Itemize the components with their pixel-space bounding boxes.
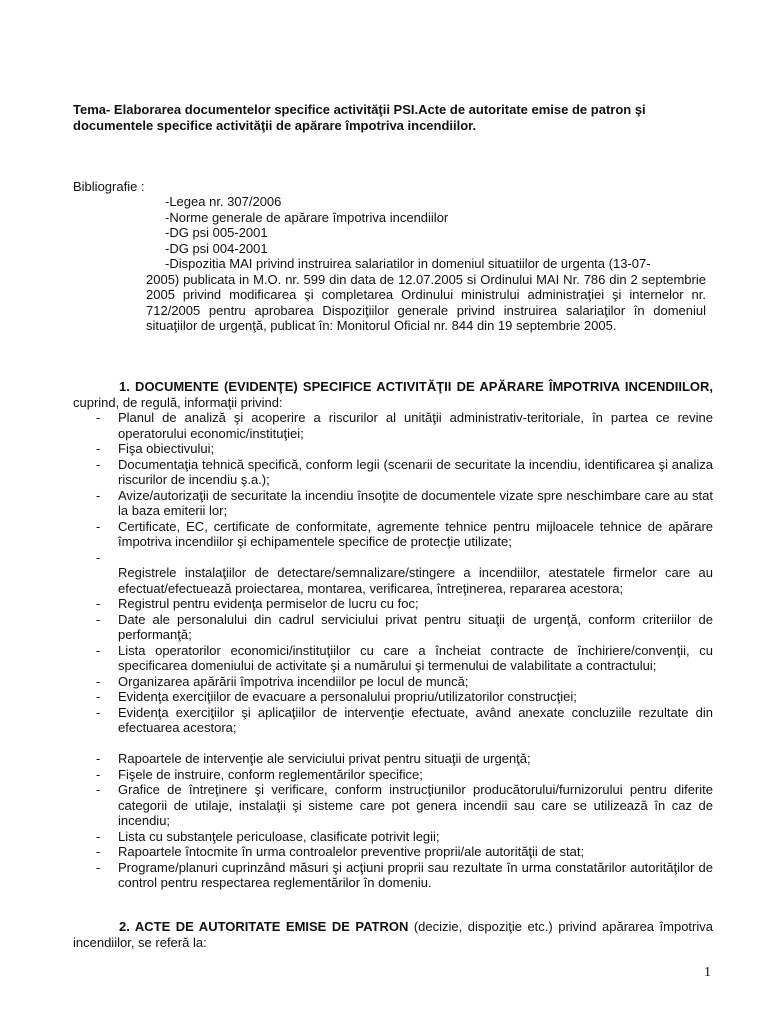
list-item xyxy=(73,751,713,767)
list-item-text: Evidenţa exerciţiilor de evacuare a personalului propriu/utilizatorilor construcţiei; xyxy=(118,689,577,704)
list-item xyxy=(73,643,713,674)
list-item xyxy=(73,829,713,845)
dash-bullet: - xyxy=(96,410,101,425)
dash-bullet: - xyxy=(96,673,101,689)
section-1-list-continued xyxy=(73,751,713,891)
dash-bullet: - xyxy=(96,549,101,565)
dash-bullet: - xyxy=(96,704,101,720)
list-item-text: Lista cu substanţele periculoase, clasificate potrivit legii; xyxy=(118,828,440,844)
dash-bullet: - xyxy=(96,844,101,859)
dash-bullet: - xyxy=(96,518,101,534)
list-item xyxy=(73,410,713,441)
bibliography-item: -DG psi 005-2001 xyxy=(165,225,268,240)
dash-bullet: - xyxy=(96,642,101,658)
list-item-text: Certificate, EC, certificate de conformitate, agremente tehnice pentru mijloacele tehnice de apărare împotriva incendiilor şi echipamentele specifice de protecţie utilizate; xyxy=(118,518,713,549)
list-item-text: Grafice de întreţinere şi verificare, conform instrucţiunilor producătorului/furnizorului pentru diferite categorii de utilaje, instalaţii şi sisteme care pot genera incendii sau care se utilizează în caz de incendiu; xyxy=(118,782,713,828)
section-1-heading-bold: 1. DOCUMENTE (EVIDENŢE) SPECIFICE ACTIVITĂŢII DE APĂRARE ÎMPOTRIVA INCENDIILOR, xyxy=(119,379,713,394)
dash-bullet: - xyxy=(96,828,101,844)
list-item-text: Planul de analiză şi acoperire a riscurilor al unităţii administrativ-teritoriale, în partea ce revine operatorului economic/instituţiei; xyxy=(118,410,713,441)
page-number: 1 xyxy=(704,965,711,980)
section-1 xyxy=(73,379,713,891)
section-2-heading-bold: 2. ACTE DE AUTORITATE EMISE DE PATRON xyxy=(119,919,409,934)
section-2-heading-rest: (decizie, dispoziţie etc.) privind apărarea împotriva incendiilor, se referă la: xyxy=(73,919,713,950)
bibliography-item: -Legea nr. 307/2006 xyxy=(165,194,282,209)
bibliography-item-long-continuation: 2005) publicata in M.O. nr. 599 din data de 12.07.2005 si Ordinului MAI Nr. 786 din 2 septembrie 2005 privind modificarea şi completarea Ordinului ministrului administraţiei şi internelor nr. 712/2005 pentru aprobarea Dispoziţiilor generale privind instruirea salariaţilor în domeniul situaţiilor de urgenţă, publicat în: Monitorul Oficial nr. 844 din 19 septembrie 2005. xyxy=(146,271,706,333)
list-item xyxy=(73,565,713,596)
blank-line xyxy=(73,736,713,752)
list-item xyxy=(73,457,713,488)
list-item xyxy=(73,488,713,519)
list-item-text: Programe/planuri cuprinzând măsuri şi acţiuni proprii sau rezultate în urma constatărilor autorităţilor de control pentru respectarea reglementărilor în domeniu. xyxy=(118,859,713,890)
dash-bullet: - xyxy=(96,766,101,782)
section-2-heading xyxy=(73,919,713,950)
list-item xyxy=(73,782,713,829)
dash-bullet: - xyxy=(96,487,101,503)
section-1-list xyxy=(73,410,713,736)
bibliography-label: Bibliografie : xyxy=(73,179,145,194)
list-item-text: Fişa obiectivului; xyxy=(118,441,215,456)
list-item xyxy=(73,705,713,736)
dash-bullet: - xyxy=(96,751,101,766)
list-item-text: Registrele instalaţiilor de detectare/semnalizare/stingere a incendiilor, atestatele firmelor care au efectuat/efectuează proiectarea, montarea, verificarea, întreţinerea, repararea acestora; xyxy=(118,565,713,596)
document-title: Tema- Elaborarea documentelor specifice activităţii PSI.Acte de autoritate emise de patron şi documentele specifice activităţii de apărare împotriva incendiilor. xyxy=(73,102,646,133)
dash-bullet: - xyxy=(96,859,101,875)
dash-bullet: - xyxy=(96,441,101,456)
list-item xyxy=(73,596,713,612)
dash-bullet: - xyxy=(96,689,101,704)
dash-bullet: - xyxy=(96,596,101,611)
dash-bullet: - xyxy=(96,611,101,627)
bibliography-item-long-first-line: -Dispozitia MAI privind instruirea salariatilor in domeniul situatiilor de urgenta (13-07- xyxy=(165,256,651,271)
list-item-text: Rapoartele întocmite în urma controalelor preventive proprii/ale autorităţii de stat; xyxy=(118,844,585,859)
dash-bullet: - xyxy=(96,782,101,797)
section-2 xyxy=(73,919,713,950)
list-item xyxy=(73,674,713,690)
list-item xyxy=(73,767,713,783)
list-item xyxy=(73,844,713,860)
dash-bullet: - xyxy=(96,456,101,472)
list-item xyxy=(73,441,713,457)
list-item xyxy=(73,689,713,705)
list-item-text: Documentaţia tehnică specifică, conform legii (scenarii de securitate la incendiu, identificarea şi analiza riscurilor de incendiu ş.a.); xyxy=(118,456,713,487)
list-item-text: Evidenţa exerciţiilor şi aplicaţiilor de intervenţie efectuate, având anexate concluziile rezultate din efectuarea acestora; xyxy=(118,704,713,735)
list-item xyxy=(73,519,713,550)
bibliography-list xyxy=(73,194,713,334)
list-item xyxy=(73,860,713,891)
list-item xyxy=(73,612,713,643)
section-1-heading xyxy=(73,379,713,410)
bibliography-item: -Norme generale de apărare împotriva incendiilor xyxy=(165,209,449,225)
list-item-text: Organizarea apărării împotriva incendiilor pe locul de muncă; xyxy=(118,673,469,689)
list-item-text: Date ale personalului din cadrul serviciului privat pentru situaţii de urgenţă, conform criteriilor de performanţă; xyxy=(118,611,713,642)
list-item-text: Lista operatorilor economici/instituţiilor cu care a încheiat contracte de închiriere/convenţii, cu specificarea domeniului de activitate şi a numărului şi termenului de valabilitate a contractului; xyxy=(118,642,713,673)
list-item-text: Fişele de instruire, conform reglementărilor specifice; xyxy=(118,766,423,782)
list-item-text: Rapoartele de intervenţie ale serviciului privat pentru situaţii de urgenţă; xyxy=(118,751,531,766)
bibliography-item: -DG psi 004-2001 xyxy=(165,240,268,256)
section-1-heading-rest: cuprind, de regulă, informaţii privind: xyxy=(73,394,283,410)
list-item-empty xyxy=(73,550,713,566)
list-item-text: Registrul pentru evidenţa permiselor de lucru cu foc; xyxy=(118,596,419,611)
list-item-text: Avize/autorizaţii de securitate la incendiu însoţite de documentele vizate spre neschimbare care au stat la baza emiterii lor; xyxy=(118,487,713,518)
